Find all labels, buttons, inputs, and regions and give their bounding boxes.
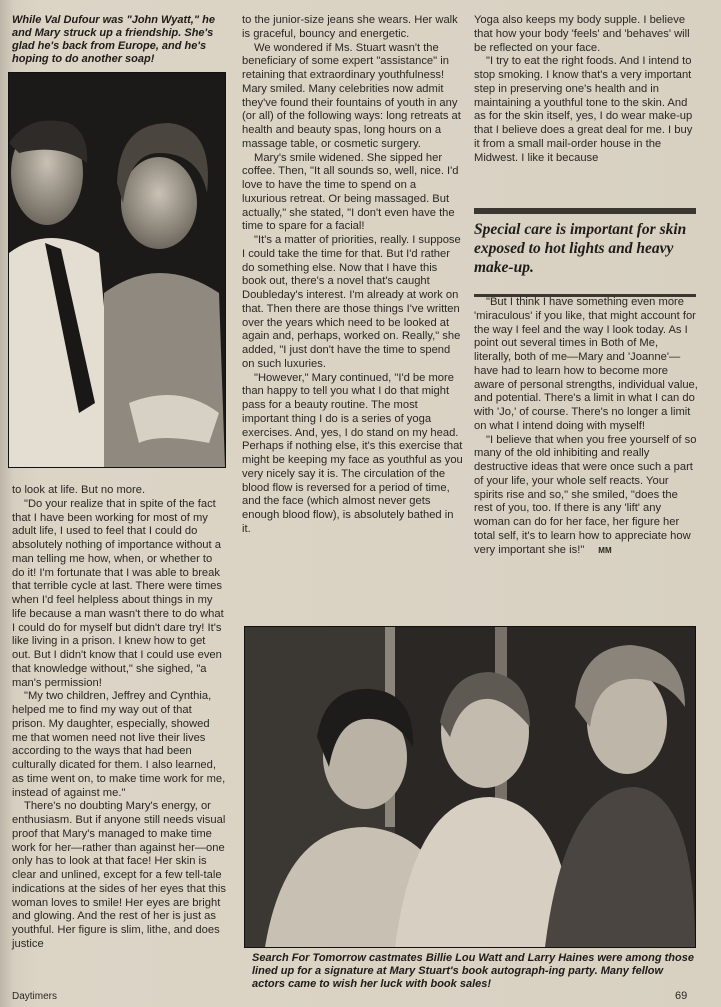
paragraph: "My two children, Jeffrey and Cynthia, helped me to find my way out of that prison. My daughter, especially, showed me that women need not live their lives according to the ways that had been culturally dicated for them. I also learned, as time went on, to make time work for me, instead of against me." [12, 690, 226, 799]
paragraph [474, 434, 698, 558]
paragraph: Mary's smile widened. She sipped her coffee. Then, "It all sounds so, well, nice. I'd love to have the time to spend on a luxurious retreat. Or being massaged. But actually," she stated, "I don't even have the time to spare for a facial! [242, 151, 459, 233]
paragraph: to the junior-size jeans she wears. Her walk is graceful, bouncy and energetic. [242, 14, 458, 40]
article-column-3-bottom [474, 296, 698, 557]
photo-image [245, 627, 695, 947]
paragraph: "It's a matter of priorities, really. I suppose I could take the time for that. But I'd rather do something else. Now that I have this book out, there's a novel that's caught Doubleday's interest. I'm already at work on that. Then there are those things I've written over the years which need to be looked at again and, perhaps, worked on. Really," she added, "I just don't have the time to spend on such luxuries. [242, 234, 461, 370]
bottom-photo-caption: Search For Tomorrow castmates Billie Lou Watt and Larry Haines were among those lined up for a signature at Mary Stuart's book autograph-ing party. Many fellow actors came to wish her luck with book sales! [252, 952, 694, 990]
photo-val-dufour-and-mary-stuart [8, 72, 226, 468]
paragraph: "I try to eat the right foods. And I intend to stop smoking. I know that's a very important step in preserving one's health and in maintaining a youthful tone to the skin. And as for the skin itself, yes, I do wear make-up that I believe does a great deal for me. I buy it from a small mail-order house in the Midwest. I like it because [474, 55, 693, 164]
article-column-1 [12, 484, 226, 952]
photo-autograph-party [244, 626, 696, 948]
paragraph: We wondered if Ms. Stuart wasn't the beneficiary of some expert "assistance" in retaining that extraordinary youthfulness! Mary smiled. Many celebrities now admit they've found their fountains of youth in any (or all) of the following ways: long retreats at health and beauty spas, long hours on a massage table, or cosmetic surgery. [242, 41, 461, 150]
article-column-2 [242, 14, 463, 537]
paragraph-text: "I believe that when you free yourself of so many of the old inhibiting and really destructive ideas that were once such a part of your life, your whole self reacts. Your spirits rise and so," she smiled, "does the rest of you, too. If there is any 'lift' any woman can do for her face, her figure her total self, it's to learn how to appreciate how very important she is!" [474, 433, 697, 556]
magazine-name: Daytimers [12, 991, 58, 1002]
top-photo-caption: While Val Dufour was "John Wyatt," he and Mary struck up a friendship. She's glad he's back from Europe, and he's hoping to do another soap! [12, 14, 215, 65]
paragraph: to look at life. But no more. [12, 484, 146, 496]
paragraph: There's no doubting Mary's energy, or enthusiasm. But if anyone still needs visual proof that Mary's managed to make time work for her—rather than against her—one only has to look at that face! Her skin is clear and unlined, except for a few tell-tale indications at the sides of her eyes that this woman loves to smile! Her eyes are bright and glowing. And the rest of her is just as youthful. Her figure is slim, lithe, and does justice [12, 800, 226, 950]
photo-image [9, 73, 225, 467]
paragraph: "Do your realize that in spite of the fact that I have been working for most of my adult life, I used to feel that I could do absolutely nothing of importance without a man telling me how, when, or whether to do it! I'm fortunate that I was able to break that terrible cycle at last. There were times when I'd feel helpless about things in my life because a man wasn't there to do what I could do for myself but didn't dare try! It's like living in a prison. I knew how to get out. But I didn't know that I could use even that knowledge without," she sighed, "a man's permission! [12, 497, 224, 689]
pull-quote-text: Special care is important for skin exposed to hot lights and heavy make-up. [474, 221, 687, 276]
end-mark: MM [598, 545, 612, 555]
paragraph: "But I think I have something even more 'miraculous' if you like, that might account for the way I feel and the way I look today. As I point out several times in Both of Me, literally, both of me—Mary and 'Joanne'—have had to learn how to become more aware of personal strengths, individual value, and potential. There's a limit in what I can do with 'Jo,' of course. There's no longer a limit on what I intend doing with myself! [474, 296, 698, 432]
paragraph: Yoga also keeps my body supple. I believe that how your body 'feels' and 'behaves' will be reflected on your face. [474, 14, 690, 54]
page-number: 69 [675, 990, 688, 1002]
pull-quote [474, 208, 696, 297]
paragraph: "However," Mary continued, "I'd be more than happy to tell you what I do that might pass for a beauty routine. The most important thing I do is a series of yoga exercises. And, yes, I do stand on my head. Perhaps if nothing else, it's this exercise that might be keeping my face as youthful as you very nicely say it is. The circulation of the blood flow is reversed for a period of time, and the face (which almost never gets enough blood flow), is absolutely bathed in it. [242, 371, 463, 535]
article-column-3-top [474, 14, 698, 165]
